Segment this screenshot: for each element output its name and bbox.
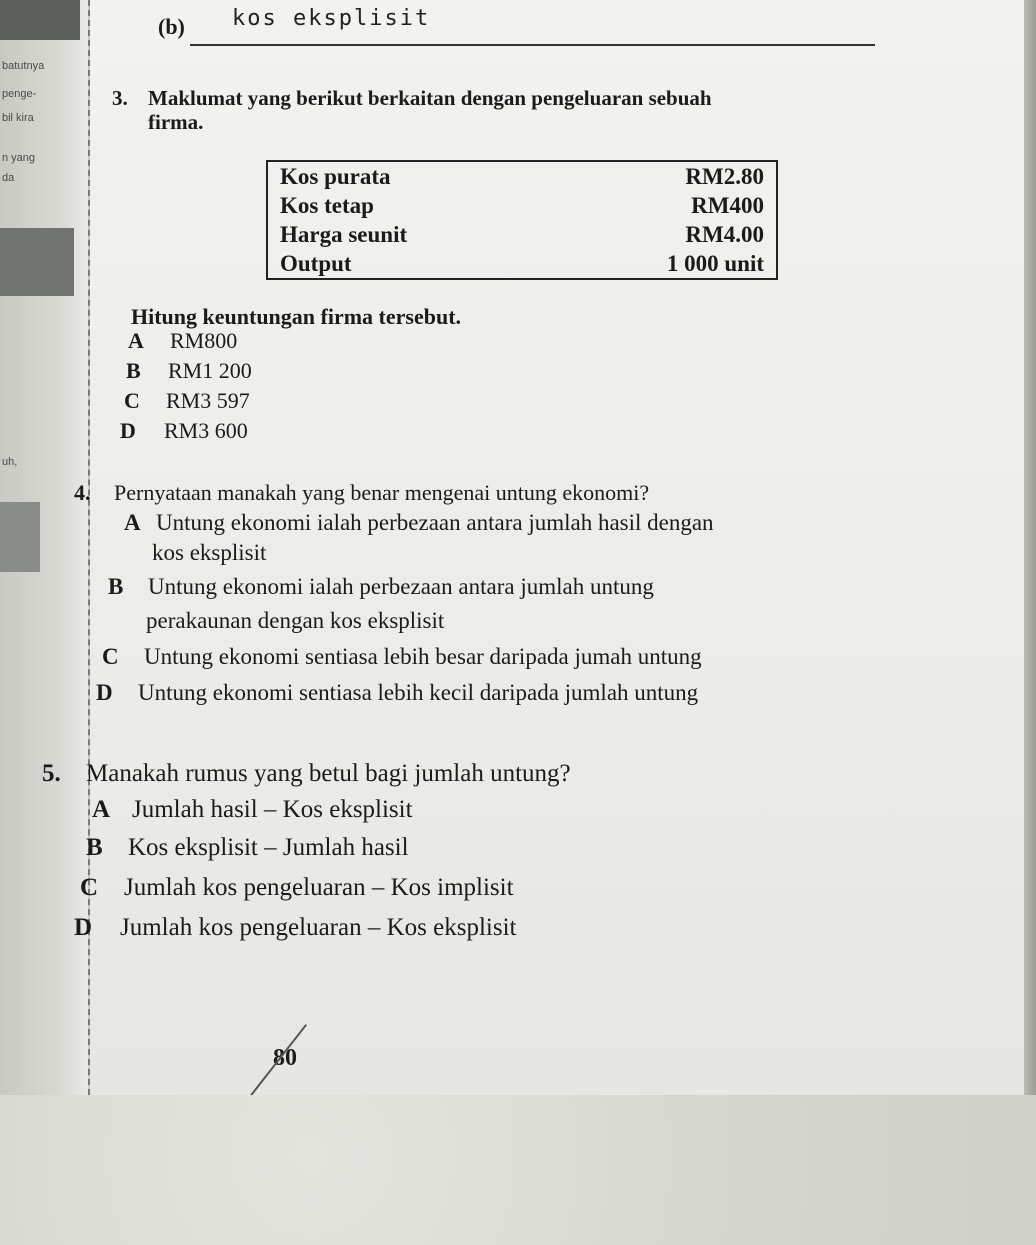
q3-stem-cont: firma.	[148, 110, 204, 134]
answer-line	[190, 44, 875, 46]
q3-stem: Maklumat yang berikut berkaitan dengan pengeluaran sebuah	[148, 86, 712, 110]
q5-option-letter: B	[86, 834, 103, 861]
q4-option-text: Untung ekonomi sentiasa lebih besar daripada jumah untung	[144, 644, 702, 669]
q5-stem: Manakah rumus yang betul bagi jumlah untung?	[86, 760, 571, 787]
margin-shadow	[0, 0, 80, 40]
table-value: RM400	[691, 192, 764, 218]
q3-option-text: RM800	[170, 328, 238, 353]
q4-option-letter: D	[96, 680, 113, 705]
q5-number: 5.	[42, 760, 61, 787]
table-row	[267, 220, 777, 249]
q5-option-text: Jumlah kos pengeluaran – Kos implisit	[124, 874, 514, 901]
margin-fragment: bil kira	[2, 112, 34, 124]
q3-option-letter: A	[128, 328, 144, 353]
q3-option-text: RM3 600	[164, 418, 248, 443]
table-item: Kos tetap	[280, 192, 374, 218]
q5-option-letter: A	[92, 796, 111, 823]
q3-number: 3.	[112, 86, 128, 110]
q5-option-text: Jumlah hasil – Kos eksplisit	[132, 796, 413, 823]
table-row	[267, 161, 777, 191]
table-row	[267, 191, 777, 220]
margin-shadow	[0, 228, 74, 296]
page-number: 80	[273, 1045, 297, 1071]
q4-option-letter: B	[108, 574, 124, 599]
cost-table	[266, 160, 778, 280]
q3-option-letter: B	[126, 358, 141, 383]
q4-stem: Pernyataan manakah yang benar mengenai untung ekonomi?	[114, 480, 650, 505]
q3-option-letter: D	[120, 418, 136, 443]
q4-option-text: Untung ekonomi sentiasa lebih kecil daripada jumlah untung	[138, 680, 699, 705]
margin-fragment: da	[2, 172, 15, 184]
handwritten-answer: kos eksplisit	[232, 6, 431, 31]
q4-option-text: Untung ekonomi ialah perbezaan antara jumlah hasil dengan	[156, 510, 714, 535]
q4-option-text-cont: perakaunan dengan kos eksplisit	[146, 608, 445, 633]
table-item: Kos purata	[280, 163, 391, 189]
margin-fragment: penge-	[2, 88, 37, 100]
q3-option-text: RM1 200	[168, 358, 252, 383]
page-edge	[1024, 0, 1036, 1095]
desk-surface	[0, 1095, 1036, 1245]
table-value: RM4.00	[685, 221, 764, 247]
table-item: Output	[280, 250, 352, 276]
q5-option-text: Jumlah kos pengeluaran – Kos eksplisit	[120, 914, 517, 941]
q3-option-text: RM3 597	[166, 388, 250, 413]
q3-instruction: Hitung keuntungan firma tersebut.	[131, 304, 462, 329]
q5-option-letter: D	[74, 914, 93, 941]
q4-option-text-cont: kos eksplisit	[152, 540, 267, 565]
margin-fragment: batutnya	[2, 60, 45, 72]
table-value: RM2.80	[685, 163, 764, 189]
table-item: Harga seunit	[280, 221, 408, 247]
pen-mark	[250, 1024, 307, 1096]
q4-option-letter: C	[102, 644, 119, 669]
table-row	[267, 249, 777, 279]
part-b-label: (b)	[158, 14, 185, 39]
q3-option-letter: C	[124, 388, 140, 413]
margin-fragment: uh,	[2, 456, 18, 468]
q4-number: 4.	[74, 480, 91, 505]
q4-option-text: Untung ekonomi ialah perbezaan antara jumlah untung	[148, 574, 654, 599]
margin-fragment: n yang	[2, 152, 36, 164]
q5-option-text: Kos eksplisit – Jumlah hasil	[128, 834, 409, 861]
q5-option-letter: C	[80, 874, 99, 901]
table-value: 1 000 unit	[666, 250, 764, 276]
margin-shadow	[0, 502, 40, 572]
q4-option-letter: A	[124, 510, 141, 535]
